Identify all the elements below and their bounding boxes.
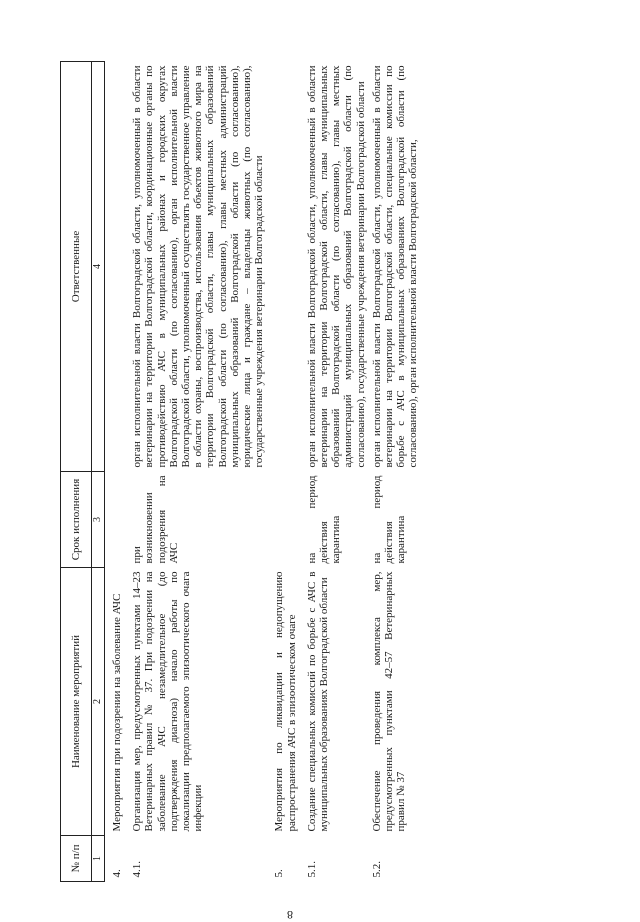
table-index-row	[92, 62, 105, 882]
header-name: Наименование мероприятий	[61, 568, 92, 836]
header-responsible: Ответственные	[61, 62, 92, 472]
table-header-row	[61, 62, 92, 882]
row-num: 5.2.	[370, 861, 383, 878]
header-term: Срок исполнения	[61, 472, 92, 568]
row-term: на период действия карантина	[305, 475, 343, 564]
index-cell: 1	[92, 836, 105, 882]
table-row	[105, 62, 130, 882]
row-num: 4.	[111, 869, 123, 878]
page-number: 8	[287, 908, 293, 922]
row-name: Организация мер, предусмотренных пунктами 14–23 Ветеринарных правил № 37. При подозрении на заболевание АЧС незамедлительное (до подтверждения диагноза) начало работы по локализации предполагаемого эпизоотического очага инфекции	[131, 571, 205, 832]
index-cell: 4	[92, 62, 105, 472]
row-responsible	[267, 62, 303, 472]
row-responsible: орган исполнительной власти Волгоградской области, уполномоченный в области ветеринарии на территории Волгоградской области, главы муниципальных образований Волгоградской области (по согласованию), главы местных администраций муниципальных образований Волгоградской области (по согласованию), государственные учреждения ветеринарии Волгоградской области	[305, 65, 367, 468]
row-responsible	[105, 62, 130, 472]
row-term	[267, 472, 303, 568]
row-term: на период действия карантина	[370, 475, 408, 564]
index-cell: 2	[92, 568, 105, 836]
row-name: Мероприятия при подозрении на заболевание АЧС	[111, 593, 123, 832]
row-num: 5.1.	[305, 861, 318, 878]
index-cell: 3	[92, 472, 105, 568]
table-row	[267, 62, 303, 882]
table-row	[304, 62, 369, 882]
row-term	[105, 472, 130, 568]
row-name: Мероприятия по ликвидации и недопущению распространения АЧС в эпизоотическом очаге	[273, 571, 298, 832]
rotated-sheet	[60, 62, 580, 922]
row-term: при возникновении подозрения на АЧС	[131, 475, 180, 564]
table-row	[129, 62, 267, 882]
header-num: № п/п	[61, 836, 92, 882]
row-num: 4.1.	[131, 861, 144, 878]
row-name: Создание специальных комиссий по борьбе с АЧС в муниципальных образованиях Волгоградской области	[305, 571, 331, 832]
row-responsible: орган исполнительной власти Волгоградской области, уполномоченный в области ветеринарии на территории Волгоградской области, координационные органы по противодействию АЧС в муниципальных районах и городских округах Волгоградской области (по согласованию), орган исполнительной власти Волгоградской области, уполномоченный осуществлять государственное управление в области охраны, воспроизводства, использования объектов животного мира на территории Волгоградской области, главы муниципальных образований Волгоградской области (по согласованию), главы местных администраций муниципальных образований Волгоградской области (по согласованию), юридические лица и граждане – владельцы животных (по согласованию), государственные учреждения ветеринарии Волгоградской области	[131, 65, 266, 468]
row-name: Обеспечение проведения комплекса мер, предусмотренных пунктами 42–57 Ветеринарных правил № 37	[370, 571, 408, 832]
table-row	[369, 62, 422, 882]
row-num: 5.	[273, 869, 286, 878]
measures-table	[60, 61, 422, 882]
row-responsible: орган исполнительной власти Волгоградской области, уполномоченный в области ветеринарии на территории Волгоградской области, специальные комиссии по борьбе с АЧС в муниципальных образованиях Волгоградской области (по согласованию), орган исполнительной власти Волгоградской области,	[370, 65, 420, 468]
